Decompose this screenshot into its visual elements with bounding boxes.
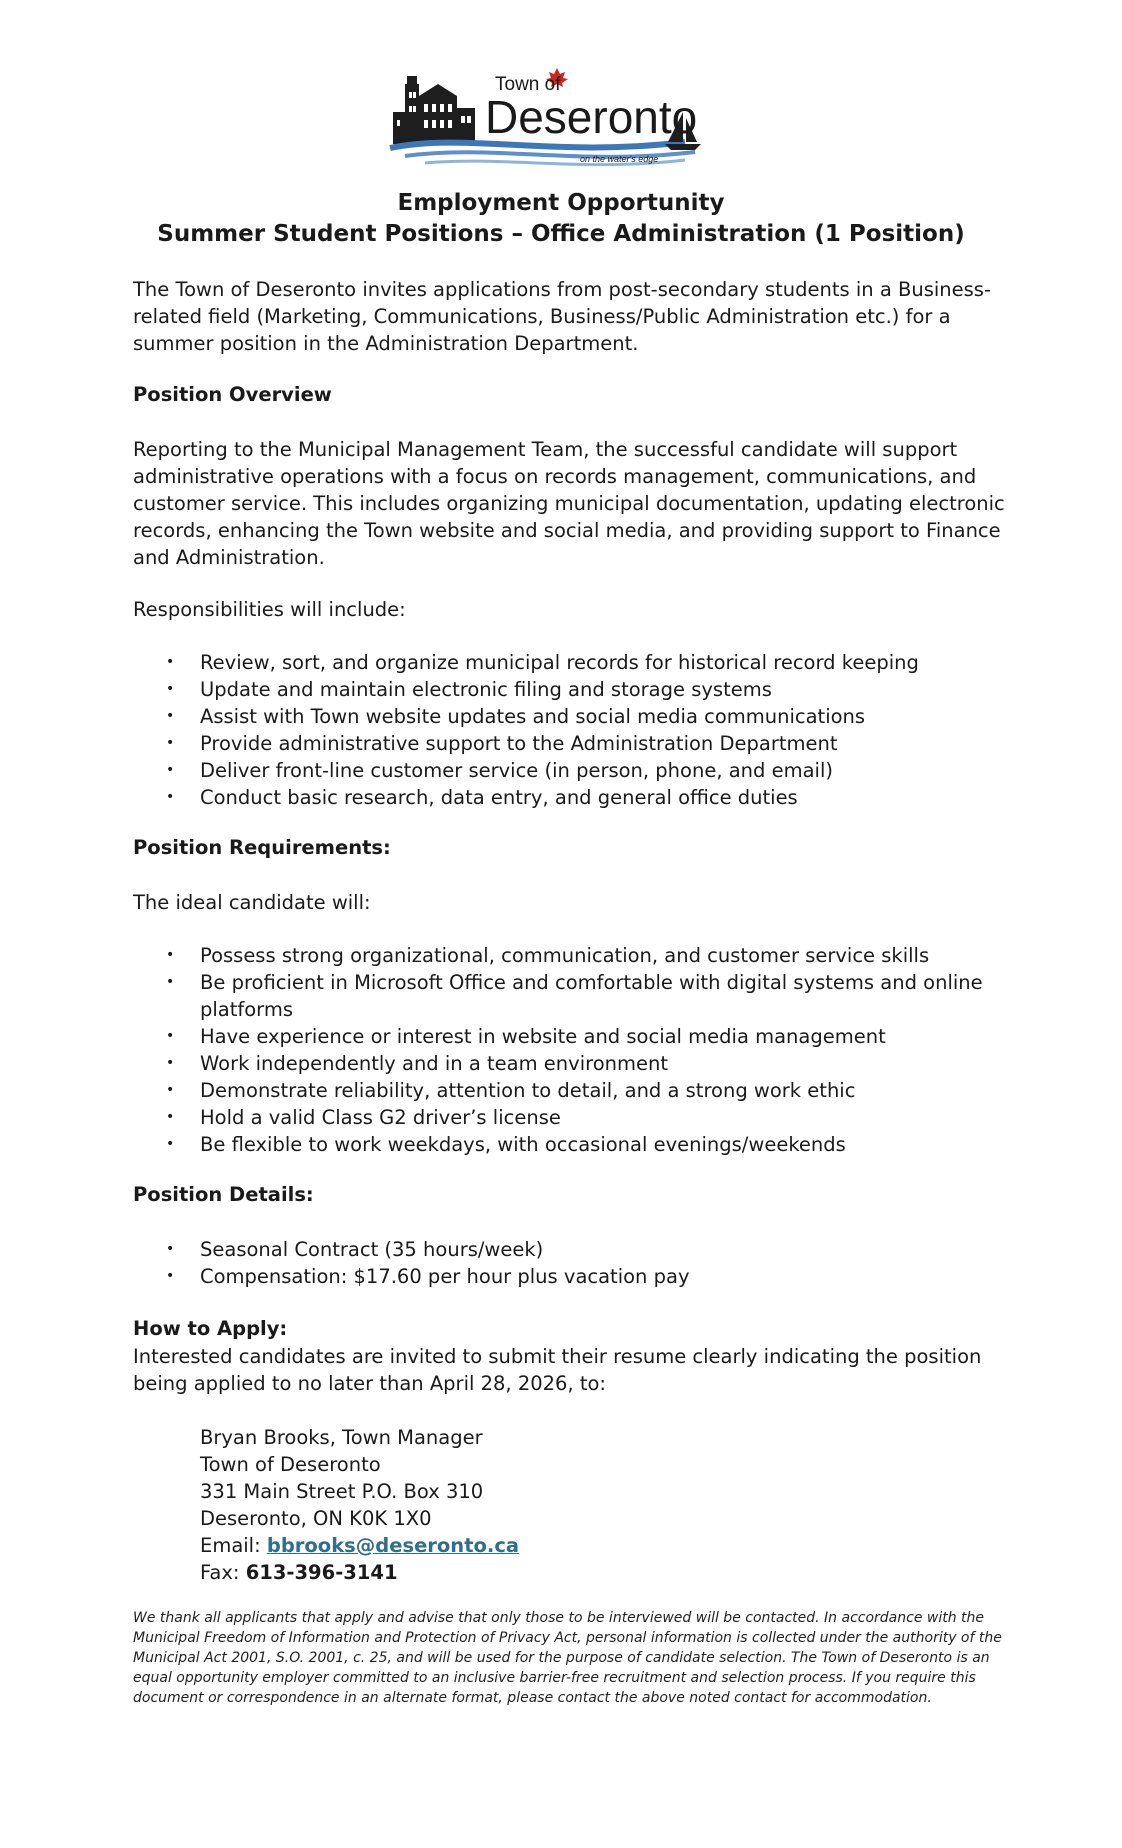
list-item: • Seasonal Contract (35 hours/week): [133, 1236, 1013, 1263]
list-item: • Update and maintain electronic filing and storage systems: [133, 676, 1013, 703]
apply-heading: How to Apply:: [133, 1317, 288, 1340]
list-item: • Possess strong organizational, communication, and customer service skills: [133, 942, 1013, 969]
list-item: • Demonstrate reliability, attention to detail, and a strong work ethic: [133, 1077, 1013, 1104]
list-item: • Be flexible to work weekdays, with occasional evenings/weekends: [133, 1131, 1013, 1158]
intro-paragraph: The Town of Deseronto invites applications from post-secondary students in a Business-related field (Marketing, Communications, Business/Public Administration etc.) for a summer position in the Administration Department.: [133, 278, 991, 355]
list-item: • Have experience or interest in website and social media management: [133, 1023, 1013, 1050]
list-item: • Compensation: $17.60 per hour plus vacation pay: [133, 1263, 1013, 1290]
details-heading: Position Details:: [133, 1183, 314, 1206]
overview-paragraph: Reporting to the Municipal Management Team, the successful candidate will support administrative operations with a focus on records management, communications, and customer service. This includes organizing municipal documentation, updating electronic records, enhancing the Town website and social media, and providing support to Finance and Administration.: [133, 438, 1005, 569]
contact-street: 331 Main Street P.O. Box 310: [200, 1480, 484, 1503]
contact-org: Town of Deseronto: [200, 1453, 381, 1476]
list-item: • Hold a valid Class G2 driver’s license: [133, 1104, 1013, 1131]
list-item: • Deliver front-line customer service (in person, phone, and email): [133, 757, 1013, 784]
email-label: Email:: [200, 1534, 267, 1557]
town-logo: [385, 62, 725, 177]
list-item: • Provide administrative support to the Administration Department: [133, 730, 1013, 757]
list-item: • Be proficient in Microsoft Office and comfortable with digital systems and online platforms: [133, 969, 1013, 1023]
logo-town-of: Town of: [495, 74, 561, 95]
page-title: Employment Opportunity: [397, 190, 725, 216]
details-list: [133, 1236, 1013, 1290]
logo-town-name: Deseronto: [485, 91, 698, 143]
contact-email-row: [200, 1532, 519, 1559]
contact-address: [200, 1424, 519, 1586]
contact-name: Bryan Brooks, Town Manager: [200, 1426, 483, 1449]
apply-paragraph: Interested candidates are invited to submit their resume clearly indicating the position being applied to no later than April 28, 2026, to:: [133, 1345, 982, 1395]
list-item: • Work independently and in a team environment: [133, 1050, 1013, 1077]
fax-number: 613-396-3141: [245, 1561, 398, 1584]
logo-tagline: on the water's edge: [580, 154, 659, 164]
privacy-note: We thank all applicants that apply and advise that only those to be interviewed will be contacted. In accordance with the Municipal Freedom of Information and Protection of Privacy Act, personal information is collected under the authority of the Municipal Act 2001, S.O. 2001, c. 25, and will be used for the purpose of candidate selection. The Town of Deseronto is an equal opportunity employer committed to an inclusive barrier-free recruitment and selection process. If you require this document or correspondence in an alternate format, please contact the above noted contact for accommodation.: [133, 1610, 1002, 1706]
requirements-heading: Position Requirements:: [133, 836, 391, 859]
list-item: • Assist with Town website updates and social media communications: [133, 703, 1013, 730]
overview-heading: Position Overview: [133, 383, 332, 406]
list-item: • Review, sort, and organize municipal records for historical record keeping: [133, 649, 1013, 676]
contact-fax-row: [200, 1559, 519, 1586]
responsibilities-intro: Responsibilities will include:: [133, 598, 406, 621]
contact-city: Deseronto, ON K0K 1X0: [200, 1507, 432, 1530]
list-item: • Conduct basic research, data entry, and general office duties: [133, 784, 1013, 811]
email-link[interactable]: bbrooks@deseronto.ca: [266, 1534, 520, 1557]
responsibilities-list: [133, 649, 1013, 811]
page-subtitle: Summer Student Positions – Office Administration (1 Position): [157, 221, 965, 247]
requirements-intro: The ideal candidate will:: [133, 891, 371, 914]
requirements-list: [133, 942, 1013, 1158]
fax-label: Fax:: [200, 1561, 246, 1584]
